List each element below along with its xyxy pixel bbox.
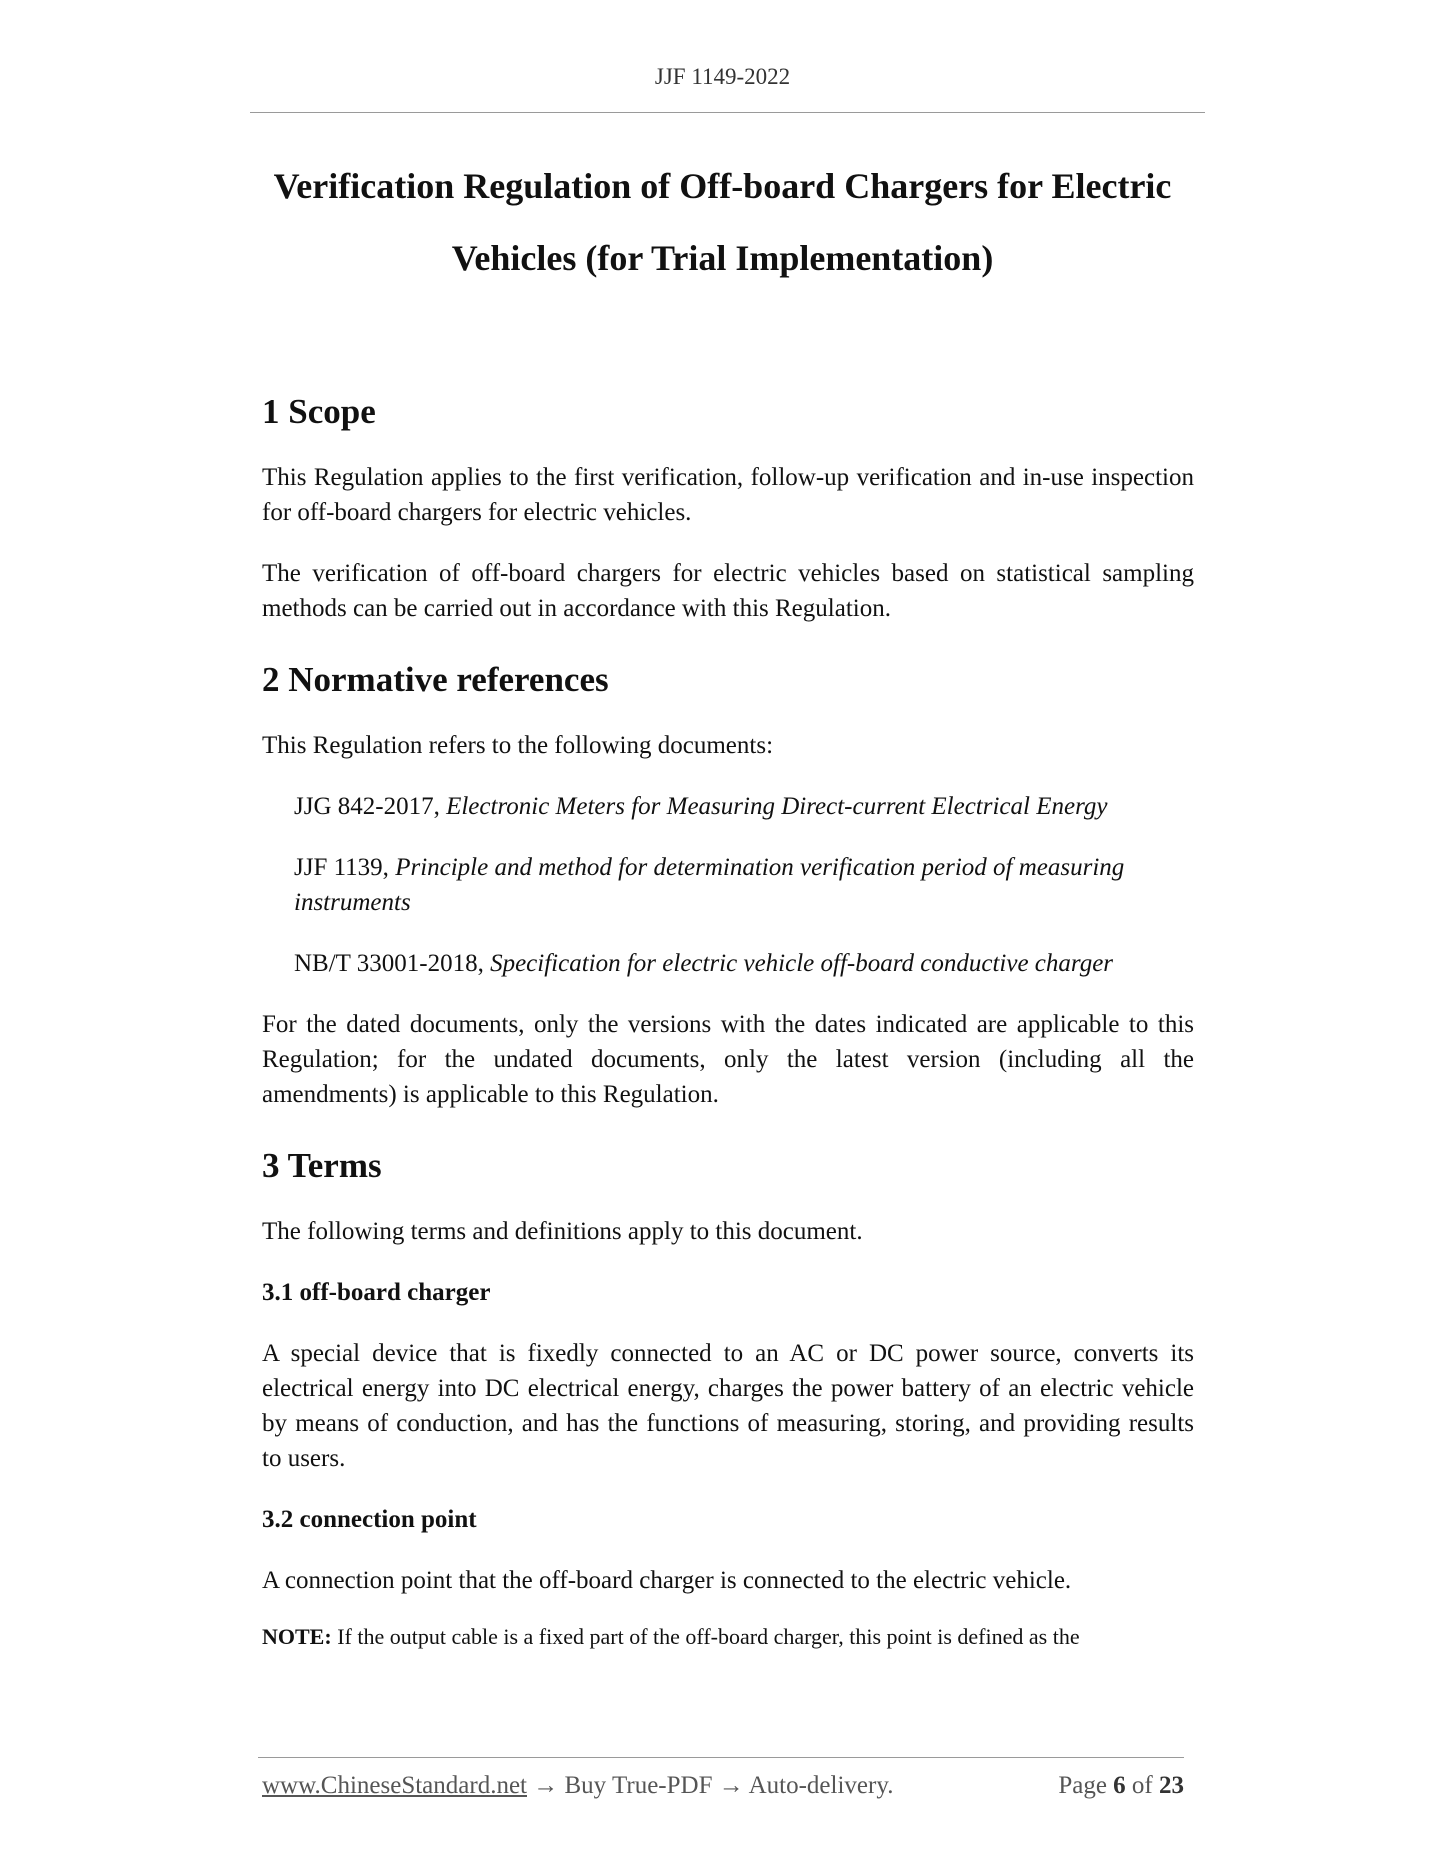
reference-item [294, 850, 1194, 920]
total-pages: 23 [1159, 1772, 1184, 1799]
normative-intro: This Regulation refers to the following documents: [262, 732, 774, 759]
header-divider [250, 112, 1205, 113]
section-heading-scope: 1 Scope [262, 392, 376, 431]
site-link[interactable]: www.ChineseStandard.net [262, 1772, 527, 1799]
reference-item [294, 946, 1194, 981]
footer-divider [258, 1757, 1184, 1758]
scope-paragraph-1: This Regulation applies to the first verification, follow-up verification and in-use inspection for off-board chargers for electric vehicles. [262, 464, 1194, 526]
section-heading-terms: 3 Terms [262, 1146, 382, 1185]
reference-code: NB/T 33001-2018, [294, 950, 491, 977]
reference-item [294, 789, 1194, 824]
of-label: of [1131, 1772, 1153, 1799]
note-text: If the output cable is a fixed part of the off-board charger, this point is defined as the [331, 1624, 1080, 1649]
term-definition-off-board-charger: A special device that is fixedly connected to an AC or DC power source, converts its electrical energy into DC electrical energy, charges the power battery of an electric vehicle by means of conduction, and has the functions of measuring, storing, and providing results to users. [262, 1340, 1194, 1472]
page-label: Page [1058, 1772, 1107, 1799]
reference-title: Electronic Meters for Measuring Direct-current Electrical Energy [446, 793, 1108, 820]
reference-code: JJF 1139, [294, 854, 396, 881]
note-label: NOTE: [262, 1624, 332, 1649]
title-line-2: Vehicles (for Trial Implementation) [451, 238, 994, 278]
reference-title: Principle and method for determination verification period of measuring instruments [294, 854, 1125, 916]
page-header-doc-code: JJF 1149-2022 [654, 64, 791, 89]
reference-title: Specification for electric vehicle off-board conductive charger [490, 950, 1114, 977]
document-body [262, 390, 1194, 1652]
title-line-1: Verification Regulation of Off-board Chargers for Electric [273, 166, 1172, 206]
page-number: 6 [1113, 1772, 1126, 1799]
term-heading-connection-point: 3.2 connection point [262, 1506, 477, 1533]
normative-closing: For the dated documents, only the versions with the dates indicated are applicable to this Regulation; for the undated documents, only the latest version (including all the amendments) is applicable to this Regulation. [262, 1011, 1194, 1108]
note-paragraph [262, 1622, 1194, 1652]
page-indicator [1058, 1772, 1184, 1800]
reference-code: JJG 842-2017, [294, 793, 447, 820]
footer-promo-text: → Buy True-PDF → Auto-delivery. [527, 1772, 894, 1799]
section-heading-normative: 2 Normative references [262, 660, 609, 699]
term-heading-off-board-charger: 3.1 off-board charger [262, 1279, 491, 1306]
document-title [200, 150, 1245, 294]
terms-intro: The following terms and definitions apply to this document. [262, 1218, 863, 1245]
term-definition-connection-point: A connection point that the off-board charger is connected to the electric vehicle. [262, 1567, 1072, 1594]
footer-promo [262, 1772, 893, 1800]
scope-paragraph-2: The verification of off-board chargers for electric vehicles based on statistical sampling methods can be carried out in accordance with this Regulation. [262, 560, 1194, 622]
